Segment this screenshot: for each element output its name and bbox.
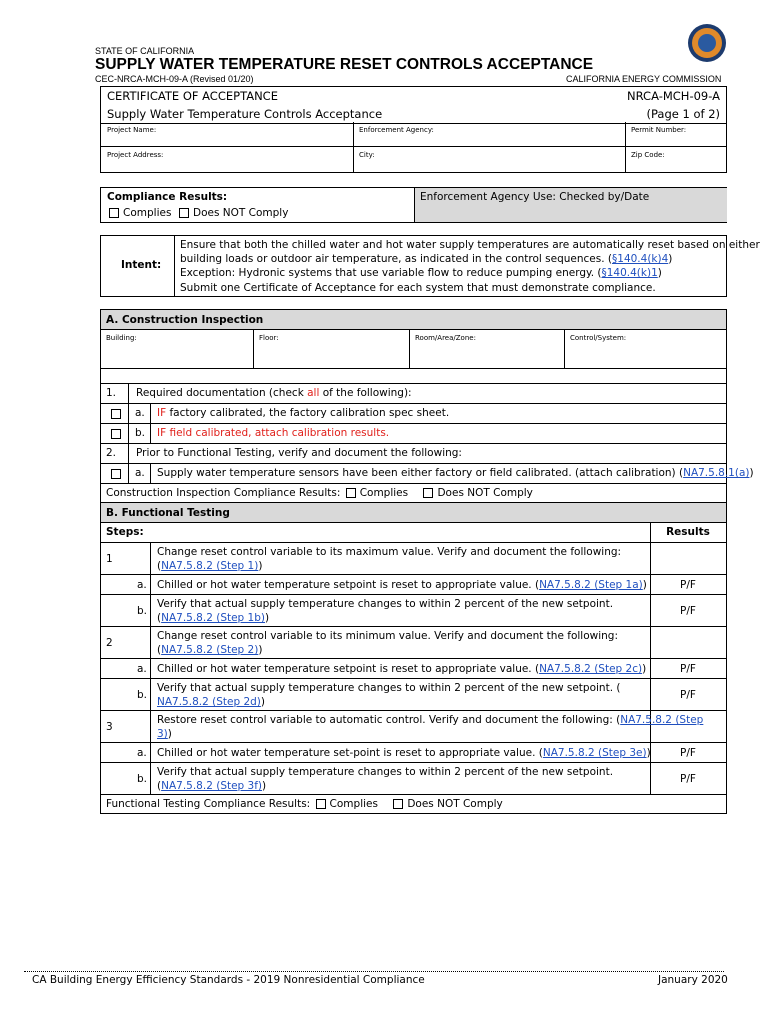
item-1b-text: IF field calibrated, attach calibration results. [157, 427, 390, 439]
functional-testing-rows [101, 543, 726, 795]
step-text: Verify that actual supply temperature changes to within 2 percent of the new setpoint. ( NA7.5.8.2 (Step 2d)) [157, 682, 621, 708]
step-text: Verify that actual supply temperature changes to within 2 percent of the new setpoint. (NA7.5.8.2 (Step 1b)) [157, 598, 614, 624]
compliance-heading: Compliance Results: [107, 191, 228, 203]
item-1-number: 1. [106, 387, 117, 399]
footer-standards: CA Building Energy Efficiency Standards - 2019 Nonresidential Compliance [32, 974, 425, 986]
pass-fail-result[interactable]: P/F [680, 605, 696, 617]
item-2-number: 2. [106, 447, 117, 459]
steps-header: Steps: [106, 526, 144, 538]
step-number: a. [137, 579, 147, 591]
na7-5-8-1a-link[interactable]: NA7.5.8.1(a) [683, 467, 750, 479]
compliance-results-box [100, 187, 727, 223]
item-2a-checkbox[interactable] [111, 468, 125, 480]
item-2a-text: Supply water temperature sensors have been either factory or field calibrated. (attach calibration) (NA7.5.8.1(a)) [157, 467, 754, 479]
section-a [100, 309, 754, 814]
step-number: b. [137, 605, 148, 617]
certificate-label: CERTIFICATE OF ACCEPTANCE [107, 89, 278, 103]
step-reference-link[interactable]: NA7.5.8.2 (Step [620, 714, 704, 726]
step-text: Change reset control variable to its maximum value. Verify and document the following: (NA7.5.8.2 (Step 1)) [157, 546, 622, 572]
state-label: STATE OF CALIFORNIA [95, 46, 195, 56]
permit-number-field[interactable]: Permit Number: [631, 126, 687, 134]
step-reference-link[interactable]: NA7.5.8.2 (Step 2c) [539, 663, 643, 675]
step-reference-link[interactable]: NA7.5.8.2 (Step 1b) [161, 612, 266, 624]
item-1b-checkbox[interactable] [111, 428, 125, 440]
pass-fail-result[interactable]: P/F [680, 579, 696, 591]
zip-code-field[interactable]: Zip Code: [631, 151, 665, 159]
item-2a-letter: a. [135, 467, 145, 479]
step-reference-link[interactable]: NA7.5.8.2 (Step 3e) [542, 747, 647, 759]
step-number: 3 [106, 721, 113, 733]
enforcement-agency-field[interactable]: Enforcement Agency: [359, 126, 434, 134]
page-number: (Page 1 of 2) [646, 107, 720, 121]
step-number: a. [137, 663, 147, 675]
footer-date: January 2020 [658, 974, 728, 986]
agency-label: CALIFORNIA ENERGY COMMISSION [566, 74, 722, 84]
pass-fail-result[interactable]: P/F [680, 747, 696, 759]
section-b-heading: B. Functional Testing [101, 502, 726, 523]
project-info-box [100, 122, 727, 173]
section-140-4-k1-link[interactable]: §140.4(k)1 [601, 267, 658, 280]
step-reference-link[interactable]: NA7.5.8.2 (Step 2) [161, 644, 259, 656]
functional-test-row [101, 575, 726, 595]
step-reference-link[interactable]: NA7.5.8.2 (Step 1) [161, 560, 259, 572]
step-reference-link[interactable]: NA7.5.8.2 (Step 1a) [539, 579, 643, 591]
step-reference-link[interactable]: 3) [157, 728, 168, 740]
construction-not-comply-checkbox[interactable]: Does NOT Comply [423, 487, 532, 499]
section-a-heading: A. Construction Inspection [101, 310, 726, 330]
item-1a-text: IF factory calibrated, the factory calibration spec sheet. [157, 407, 450, 419]
not-comply-checkbox[interactable]: Does NOT Comply [179, 207, 288, 219]
step-reference-link[interactable]: NA7.5.8.2 (Step 3f) [161, 780, 263, 792]
functional-test-row [101, 543, 726, 575]
room-area-zone-field[interactable]: Room/Area/Zone: [415, 334, 476, 342]
functional-test-row [101, 659, 726, 679]
functional-test-row [101, 763, 726, 795]
functional-complies-checkbox[interactable]: Complies [314, 798, 378, 810]
step-number: a. [137, 747, 147, 759]
form-subtitle: Supply Water Temperature Controls Acceptance [107, 107, 383, 121]
step-number: b. [137, 689, 148, 701]
intent-box [100, 235, 760, 297]
city-field[interactable]: City: [359, 151, 375, 159]
agency-use-label: Enforcement Agency Use: Checked by/Date [420, 191, 650, 203]
item-1a-checkbox[interactable] [111, 408, 125, 420]
building-field[interactable]: Building: [106, 334, 137, 342]
item-2-text: Prior to Functional Testing, verify and document the following: [136, 447, 462, 459]
energy-commission-seal-icon [688, 24, 726, 62]
step-text: Verify that actual supply temperature changes to within 2 percent of the new setpoint. (NA7.5.8.2 (Step 3f)) [157, 766, 614, 792]
item-1a-letter: a. [135, 407, 145, 419]
functional-not-comply-checkbox[interactable]: Does NOT Comply [393, 798, 502, 810]
complies-checkbox[interactable]: Complies [109, 207, 171, 219]
functional-test-row [101, 743, 726, 763]
control-system-field[interactable]: Control/System: [570, 334, 627, 342]
construction-compliance-results: Construction Inspection Compliance Results: Complies Does NOT Comply [106, 487, 533, 499]
functional-test-row [101, 627, 726, 659]
functional-test-row [101, 711, 726, 743]
step-number: 1 [106, 553, 113, 565]
section-140-4-k4-link[interactable]: §140.4(k)4 [612, 253, 669, 266]
form-code: CEC-NRCA-MCH-09-A (Revised 01/20) [95, 74, 254, 84]
step-text: Restore reset control variable to automatic control. Verify and document the following: (NA7.5.8.2 (Step 3)) [157, 714, 704, 740]
pass-fail-result[interactable]: P/F [680, 773, 696, 785]
item-1-text: Required documentation (check all of the following): [136, 387, 412, 399]
step-number: b. [137, 773, 148, 785]
form-id: NRCA-MCH-09-A [627, 89, 720, 103]
intent-text: Ensure that both the chilled water and hot water supply temperatures are automatically reset based on either building loads or outdoor air temperature, as indicated in the control sequences. (§140.4(k)4) Exception: Hydronic systems that use variable flow to reduce pumping energy. (§140.4(k)1) Submit one Certificate of Acceptance for each system that must demonstrate compliance. [180, 239, 760, 294]
step-text: Chilled or hot water temperature setpoint is reset to appropriate value. (NA7.5.8.2 (Step 2c)) [157, 663, 647, 675]
functional-test-row [101, 679, 726, 711]
item-1b-letter: b. [135, 427, 146, 439]
functional-test-row [101, 595, 726, 627]
functional-compliance-results: Functional Testing Compliance Results: Complies Does NOT Comply [106, 798, 503, 810]
floor-field[interactable]: Floor: [259, 334, 279, 342]
step-number: 2 [106, 637, 113, 649]
intent-label: Intent: [121, 259, 162, 271]
step-text: Chilled or hot water temperature set-point is reset to appropriate value. (NA7.5.8.2 (Step 3e)) [157, 747, 651, 759]
step-reference-link[interactable]: NA7.5.8.2 (Step 2d) [157, 696, 261, 708]
construction-complies-checkbox[interactable]: Complies [344, 487, 408, 499]
results-header: Results [666, 526, 710, 538]
form-title: SUPPLY WATER TEMPERATURE RESET CONTROLS ACCEPTANCE [95, 56, 594, 73]
pass-fail-result[interactable]: P/F [680, 689, 696, 701]
header-box [100, 86, 727, 124]
step-text: Chilled or hot water temperature setpoint is reset to appropriate value. (NA7.5.8.2 (Step 1a)) [157, 579, 647, 591]
project-address-field[interactable]: Project Address: [107, 151, 164, 159]
project-name-field[interactable]: Project Name: [107, 126, 157, 134]
pass-fail-result[interactable]: P/F [680, 663, 696, 675]
step-text: Change reset control variable to its minimum value. Verify and document the following: (NA7.5.8.2 (Step 2)) [157, 630, 618, 656]
